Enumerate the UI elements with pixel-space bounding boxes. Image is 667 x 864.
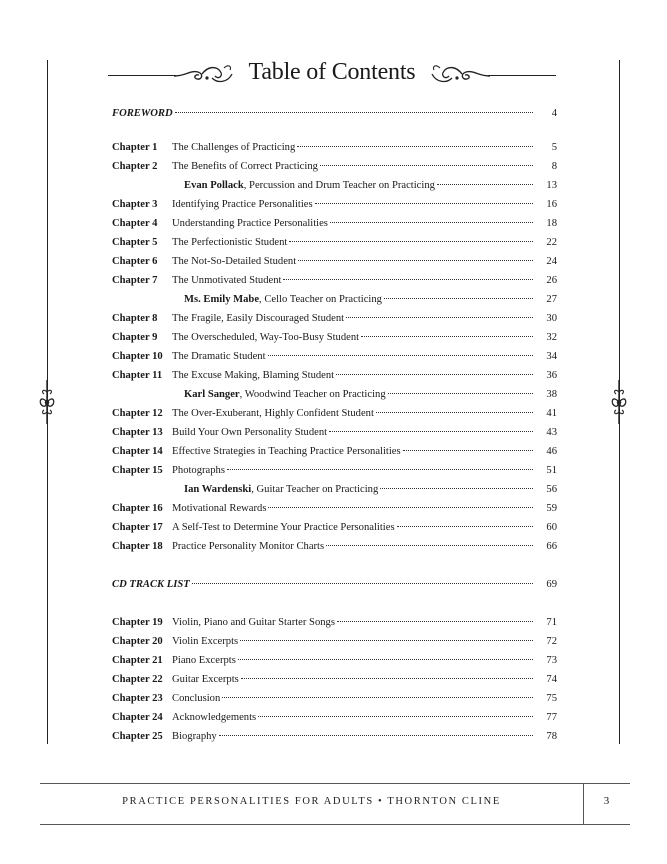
dot-leader bbox=[384, 298, 533, 299]
toc-section-entry bbox=[112, 104, 557, 123]
entry-text bbox=[172, 404, 535, 423]
entry-title: CD TRACK LIST bbox=[112, 579, 190, 590]
chapter-label: Chapter 20 bbox=[112, 636, 163, 647]
toc-chapter-entry bbox=[112, 499, 557, 518]
entry-page-number: 56 bbox=[546, 484, 557, 495]
toc-chapter-entry bbox=[112, 423, 557, 442]
toc-chapter-entry bbox=[112, 651, 557, 670]
chapter-label: Chapter 15 bbox=[112, 465, 163, 476]
toc-chapter-entry bbox=[112, 461, 557, 480]
entry-text bbox=[172, 157, 535, 176]
entry-text bbox=[184, 176, 535, 195]
entry-text bbox=[172, 309, 535, 328]
entry-title: Build Your Own Personality Student bbox=[172, 427, 328, 438]
toc-chapter-entry bbox=[112, 214, 557, 233]
entry-page-number: 51 bbox=[546, 465, 557, 476]
entry-text bbox=[172, 461, 535, 480]
entry-text bbox=[112, 104, 535, 123]
interviewee-name: Ms. Emily Mabe bbox=[184, 294, 260, 305]
toc-chapter-entry bbox=[112, 727, 557, 746]
entry-text bbox=[172, 347, 535, 366]
entry-title bbox=[184, 176, 435, 195]
entry-text bbox=[172, 537, 535, 556]
entry-title: The Fragile, Easily Discouraged Student bbox=[172, 313, 345, 324]
entry-text bbox=[172, 708, 535, 727]
entry-title: Practice Personality Monitor Charts bbox=[172, 541, 325, 552]
dot-leader bbox=[376, 412, 533, 413]
toc-chapter-entry bbox=[112, 138, 557, 157]
dot-leader bbox=[238, 659, 533, 660]
dot-leader bbox=[289, 241, 533, 242]
toc-chapter-entry bbox=[112, 195, 557, 214]
entry-page-number: 34 bbox=[546, 351, 557, 362]
chapter-label: Chapter 12 bbox=[112, 408, 163, 419]
entry-page-number: 72 bbox=[546, 636, 557, 647]
entry-title: The Over-Exuberant, Highly Confident Student bbox=[172, 408, 374, 419]
entry-page-number: 69 bbox=[546, 579, 557, 590]
dot-leader bbox=[297, 146, 533, 147]
chapter-label: Chapter 7 bbox=[112, 275, 158, 286]
running-footer: PRACTICE PERSONALITIES FOR ADULTS • THORNTON CLINE bbox=[122, 796, 501, 807]
entry-title: Piano Excerpts bbox=[172, 655, 236, 666]
dot-leader bbox=[320, 165, 533, 166]
dot-leader bbox=[258, 716, 533, 717]
interviewee-name: Ian Wardenski bbox=[184, 484, 252, 495]
toc-chapter-entry bbox=[112, 632, 557, 651]
interview-subject: , Cello Teacher on Practicing bbox=[259, 294, 382, 305]
dot-leader bbox=[192, 583, 533, 584]
entry-page-number: 60 bbox=[546, 522, 557, 533]
entry-text bbox=[172, 651, 535, 670]
toc-chapter-entry bbox=[112, 689, 557, 708]
dot-leader bbox=[380, 488, 533, 489]
toc-interview-entry bbox=[112, 480, 557, 499]
entry-title: The Challenges of Practicing bbox=[172, 142, 296, 153]
chapter-label: Chapter 9 bbox=[112, 332, 158, 343]
dot-leader bbox=[336, 374, 533, 375]
interview-subject: , Woodwind Teacher on Practicing bbox=[239, 389, 386, 400]
entry-title: The Unmotivated Student bbox=[172, 275, 282, 286]
toc-interview-entry bbox=[112, 290, 557, 309]
entry-page-number: 22 bbox=[546, 237, 557, 248]
chapter-label: Chapter 23 bbox=[112, 693, 163, 704]
entry-text bbox=[172, 632, 535, 651]
toc-interview-entry bbox=[112, 385, 557, 404]
dot-leader bbox=[437, 184, 533, 185]
chapter-label: Chapter 25 bbox=[112, 731, 163, 742]
dot-leader bbox=[326, 545, 533, 546]
entry-page-number: 59 bbox=[546, 503, 557, 514]
chapter-label: Chapter 4 bbox=[112, 218, 158, 229]
entry-page-number: 77 bbox=[546, 712, 557, 723]
dot-leader bbox=[361, 336, 533, 337]
title-row bbox=[108, 56, 556, 90]
entry-text bbox=[184, 385, 535, 404]
entry-page-number: 43 bbox=[546, 427, 557, 438]
right-flourish-ornament bbox=[608, 380, 630, 424]
chapter-label: Chapter 16 bbox=[112, 503, 163, 514]
entry-text bbox=[172, 499, 535, 518]
chapter-label: Chapter 11 bbox=[112, 370, 163, 381]
chapter-label: Chapter 1 bbox=[112, 142, 158, 153]
title-rule-right bbox=[488, 75, 556, 76]
entry-title: Acknowledgements bbox=[172, 712, 257, 723]
toc-chapter-entry bbox=[112, 670, 557, 689]
chapter-label: Chapter 14 bbox=[112, 446, 163, 457]
entry-text bbox=[172, 328, 535, 347]
entry-title: The Perfectionistic Student bbox=[172, 237, 288, 248]
dot-leader bbox=[346, 317, 533, 318]
chapter-label: Chapter 17 bbox=[112, 522, 163, 533]
entry-page-number: 5 bbox=[551, 142, 557, 153]
dot-leader bbox=[283, 279, 533, 280]
entry-title bbox=[184, 480, 378, 499]
dot-leader bbox=[240, 640, 533, 641]
footer-rule-top bbox=[40, 783, 630, 784]
chapter-label: Chapter 13 bbox=[112, 427, 163, 438]
toc-chapter-entry bbox=[112, 518, 557, 537]
entry-page-number: 30 bbox=[546, 313, 557, 324]
entry-page-number: 36 bbox=[546, 370, 557, 381]
chapter-label: Chapter 6 bbox=[112, 256, 158, 267]
chapter-label: Chapter 3 bbox=[112, 199, 158, 210]
dot-leader bbox=[397, 526, 533, 527]
entry-text bbox=[172, 271, 535, 290]
entry-page-number: 75 bbox=[546, 693, 557, 704]
toc-chapter-entry bbox=[112, 157, 557, 176]
entry-page-number: 74 bbox=[546, 674, 557, 685]
dot-leader bbox=[227, 469, 533, 470]
entry-title: The Dramatic Student bbox=[172, 351, 266, 362]
entry-page-number: 32 bbox=[546, 332, 557, 343]
dot-leader bbox=[175, 112, 533, 113]
entry-title: A Self-Test to Determine Your Practice Personalities bbox=[172, 522, 395, 533]
dot-leader bbox=[222, 697, 533, 698]
toc-section-entry bbox=[112, 575, 557, 594]
entry-text bbox=[172, 214, 535, 233]
entry-text bbox=[184, 480, 535, 499]
entry-title: Biography bbox=[172, 731, 217, 742]
entry-text bbox=[184, 290, 535, 309]
entry-title: The Benefits of Correct Practicing bbox=[172, 161, 318, 172]
left-flourish-ornament bbox=[36, 380, 58, 424]
entry-title: Violin, Piano and Guitar Starter Songs bbox=[172, 617, 335, 628]
toc-chapter-entry bbox=[112, 613, 557, 632]
entry-text bbox=[172, 613, 535, 632]
dot-leader bbox=[219, 735, 533, 736]
dot-leader bbox=[241, 678, 533, 679]
toc-chapter-entry bbox=[112, 537, 557, 556]
interviewee-name: Karl Sanger bbox=[184, 389, 240, 400]
entry-title: Photographs bbox=[172, 465, 225, 476]
entry-title: Understanding Practice Personalities bbox=[172, 218, 328, 229]
entry-text bbox=[112, 575, 535, 594]
entry-page-number: 46 bbox=[546, 446, 557, 457]
dot-leader bbox=[315, 203, 533, 204]
entry-title: Motivational Rewards bbox=[172, 503, 267, 514]
dot-leader bbox=[403, 450, 533, 451]
entry-page-number: 4 bbox=[551, 108, 557, 119]
toc-interview-entry bbox=[112, 176, 557, 195]
entry-text bbox=[172, 233, 535, 252]
toc-chapter-entry bbox=[112, 347, 557, 366]
entry-page-number: 66 bbox=[546, 541, 557, 552]
interviewee-name: Evan Pollack bbox=[184, 180, 244, 191]
title-flourish-right-icon bbox=[428, 62, 492, 86]
dot-leader bbox=[268, 355, 533, 356]
dot-leader bbox=[330, 222, 533, 223]
entry-text bbox=[172, 138, 535, 157]
toc-chapter-entry bbox=[112, 233, 557, 252]
entry-text bbox=[172, 423, 535, 442]
interview-subject: , Percussion and Drum Teacher on Practicing bbox=[243, 180, 435, 191]
entry-page-number: 73 bbox=[546, 655, 557, 666]
entry-page-number: 24 bbox=[546, 256, 557, 267]
entry-title: Conclusion bbox=[172, 693, 221, 704]
toc-chapter-entry bbox=[112, 252, 557, 271]
dot-leader bbox=[337, 621, 533, 622]
page-title: Table of Contents bbox=[248, 59, 416, 85]
page-number: 3 bbox=[603, 795, 610, 807]
entry-page-number: 16 bbox=[546, 199, 557, 210]
toc-chapter-entry bbox=[112, 328, 557, 347]
entry-title bbox=[184, 290, 382, 309]
entry-title: Violin Excerpts bbox=[172, 636, 239, 647]
toc-chapter-entry bbox=[112, 271, 557, 290]
entry-text bbox=[172, 252, 535, 271]
entry-text bbox=[172, 366, 535, 385]
entry-title: Identifying Practice Personalities bbox=[172, 199, 313, 210]
entry-title: The Overscheduled, Way-Too-Busy Student bbox=[172, 332, 360, 343]
entry-title: FOREWORD bbox=[112, 108, 173, 119]
toc-list bbox=[112, 104, 557, 746]
toc-chapter-entry bbox=[112, 309, 557, 328]
toc-chapter-entry bbox=[112, 366, 557, 385]
chapter-label: Chapter 5 bbox=[112, 237, 158, 248]
dot-leader bbox=[268, 507, 533, 508]
entry-page-number: 13 bbox=[546, 180, 557, 191]
entry-title: Effective Strategies in Teaching Practice Personalities bbox=[172, 446, 401, 457]
footer-rule-bottom bbox=[40, 824, 630, 825]
chapter-label: Chapter 2 bbox=[112, 161, 158, 172]
chapter-label: Chapter 10 bbox=[112, 351, 163, 362]
entry-page-number: 41 bbox=[546, 408, 557, 419]
entry-title: Guitar Excerpts bbox=[172, 674, 239, 685]
entry-title bbox=[184, 385, 386, 404]
toc-chapter-entry bbox=[112, 708, 557, 727]
entry-text bbox=[172, 670, 535, 689]
entry-page-number: 27 bbox=[546, 294, 557, 305]
entry-text bbox=[172, 727, 535, 746]
entry-page-number: 71 bbox=[546, 617, 557, 628]
chapter-label: Chapter 24 bbox=[112, 712, 163, 723]
entry-page-number: 78 bbox=[546, 731, 557, 742]
entry-text bbox=[172, 689, 535, 708]
entry-text bbox=[172, 195, 535, 214]
dot-leader bbox=[298, 260, 533, 261]
dot-leader bbox=[329, 431, 533, 432]
entry-text bbox=[172, 442, 535, 461]
chapter-label: Chapter 21 bbox=[112, 655, 163, 666]
entry-page-number: 26 bbox=[546, 275, 557, 286]
chapter-label: Chapter 22 bbox=[112, 674, 163, 685]
entry-page-number: 18 bbox=[546, 218, 557, 229]
entry-text bbox=[172, 518, 535, 537]
chapter-label: Chapter 19 bbox=[112, 617, 163, 628]
dot-leader bbox=[388, 393, 533, 394]
interview-subject: , Guitar Teacher on Practicing bbox=[251, 484, 379, 495]
chapter-label: Chapter 18 bbox=[112, 541, 163, 552]
entry-page-number: 8 bbox=[551, 161, 557, 172]
toc-chapter-entry bbox=[112, 442, 557, 461]
entry-title: The Not-So-Detailed Student bbox=[172, 256, 297, 267]
entry-title: The Excuse Making, Blaming Student bbox=[172, 370, 335, 381]
toc-chapter-entry bbox=[112, 404, 557, 423]
entry-page-number: 38 bbox=[546, 389, 557, 400]
chapter-label: Chapter 8 bbox=[112, 313, 158, 324]
